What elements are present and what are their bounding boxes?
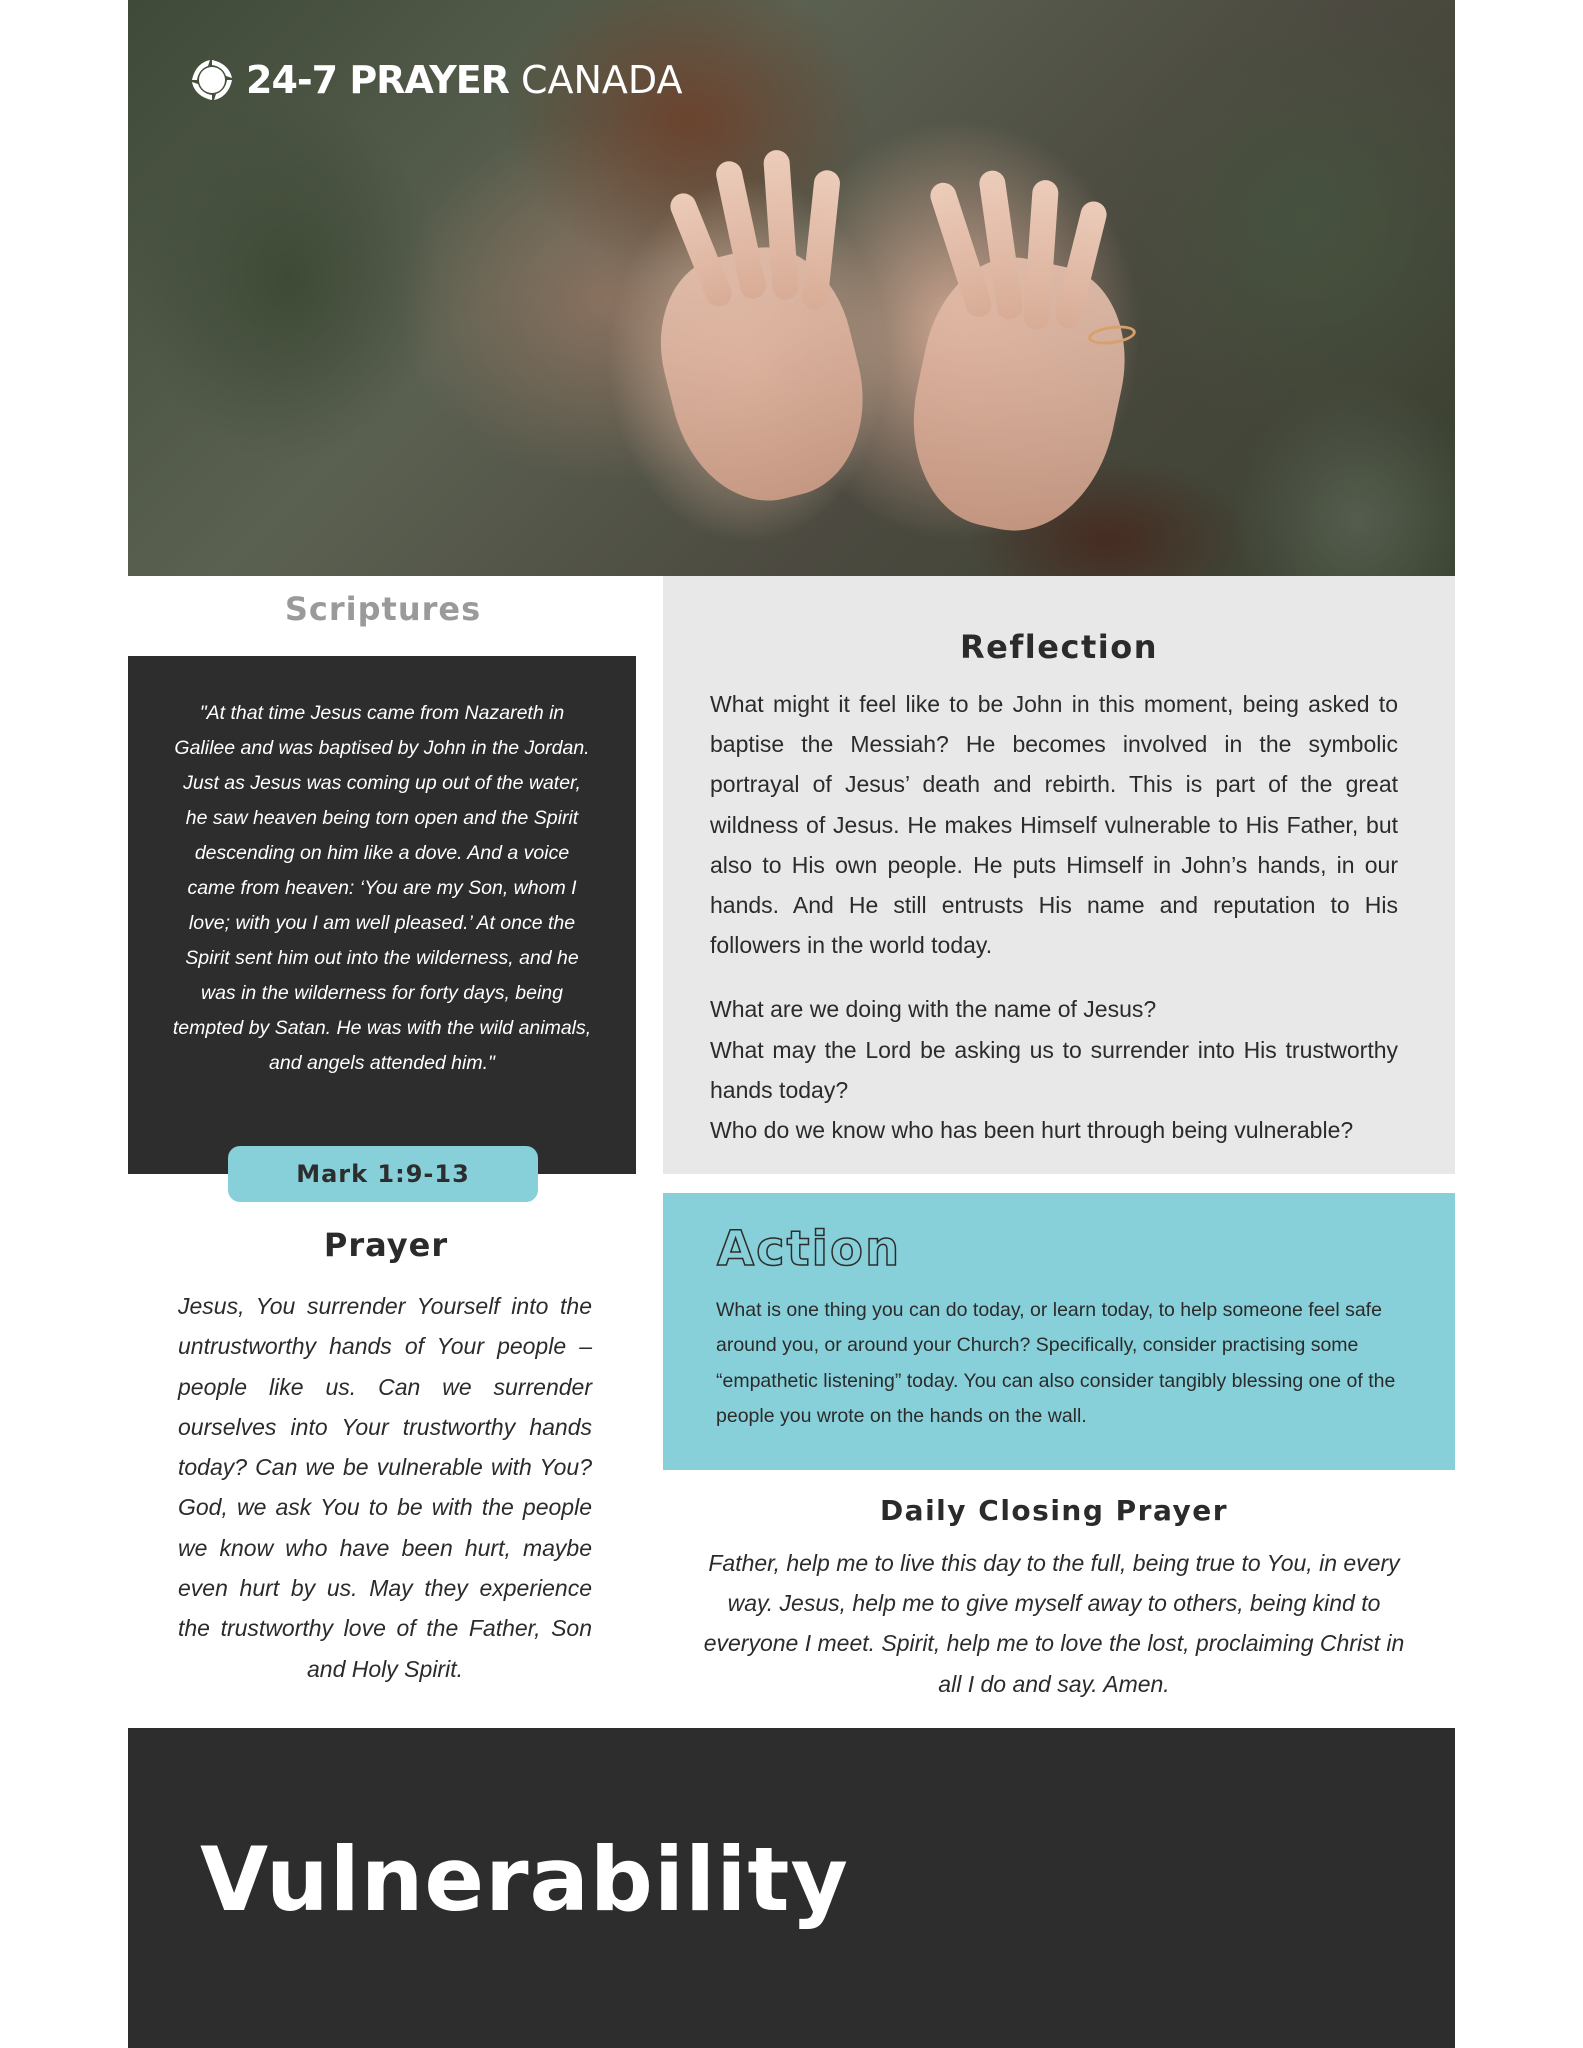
swirl-globe-icon (188, 56, 236, 104)
brand-name-light: CANADA (520, 58, 683, 102)
scriptures-heading: Scriptures (284, 590, 482, 628)
brand-logo (188, 56, 683, 104)
action-panel (663, 1193, 1455, 1470)
footer-banner (128, 1728, 1455, 2048)
reflection-question: What may the Lord be asking us to surrender into His trustworthy hands today? (710, 1036, 1398, 1103)
hero-photo (128, 0, 1455, 576)
reflection-question: Who do we know who has been hurt through being vulnerable? (710, 1117, 1354, 1144)
reflection-paragraph: What might it feel like to be John in this moment, being asked to baptise the Messiah? He becomes involved in the symbolic portrayal of Jesus’ death and rebirth. This is part of the great wildness of Jesus. He makes Himself vulnerable to His Father, but also to His own people. He puts Himself in John’s hands, in our hands. And He still entrusts His name and reputation to His followers in the world today. (710, 691, 1398, 959)
scripture-text: "At that time Jesus came from Nazareth in Galilee and was baptised by John in the Jordan. Just as Jesus was coming up out of the water, he saw heaven being torn open and the Spirit descending on him like a dove. And a voice came from heaven: ‘You are my Son, whom I love; with you I am well pleased.’ At once the Spirit sent him out into the wilderness, and he was in the wilderness for forty days, being tempted by Satan. He was with the wild animals, and angels attended him." (172, 702, 592, 1074)
prayer-heading: Prayer (323, 1226, 449, 1264)
scripture-box (128, 656, 636, 1174)
scripture-reference-badge: Mark 1:9-13 (228, 1146, 538, 1202)
closing-prayer-text: Father, help me to live this day to the full, being true to You, in every way. Jesus, help me to give myself away to others, being kind to everyone I meet. Spirit, help me to love the lost, proclaiming Christ in all I do and say. Amen. (703, 1550, 1405, 1697)
action-text: What is one thing you can do today, or learn today, to help someone feel safe around you, or around your Church? Specifically, consider practising some “empathetic listening” today. You can also consider tangibly blessing one of the people you wrote on the hands on the wall. (716, 1299, 1396, 1427)
prayer-text: Jesus, You surrender Yourself into the untrustworthy hands of Your people – people like us. Can we surrender ourselves into Your trustworthy hands today? Can we be vulnerable with You? God, we ask You to be with the people we know who have been hurt, maybe even hurt by us. May they experience the trustworthy love of the Father, Son and Holy Spirit. (178, 1293, 592, 1682)
finger-shape (801, 169, 841, 311)
theme-title: Vulnerability (200, 1828, 849, 1931)
closing-prayer-heading: Daily Closing Prayer (879, 1494, 1229, 1527)
devotional-page (128, 0, 1455, 2048)
reflection-panel (663, 576, 1455, 1174)
reflection-body (710, 684, 1398, 1150)
reflection-question: What are we doing with the name of Jesus? (710, 996, 1157, 1023)
brand-name-bold: 24-7 PRAYER (246, 58, 509, 102)
action-heading: Action (717, 1221, 902, 1277)
reflection-heading: Reflection (960, 628, 1158, 666)
